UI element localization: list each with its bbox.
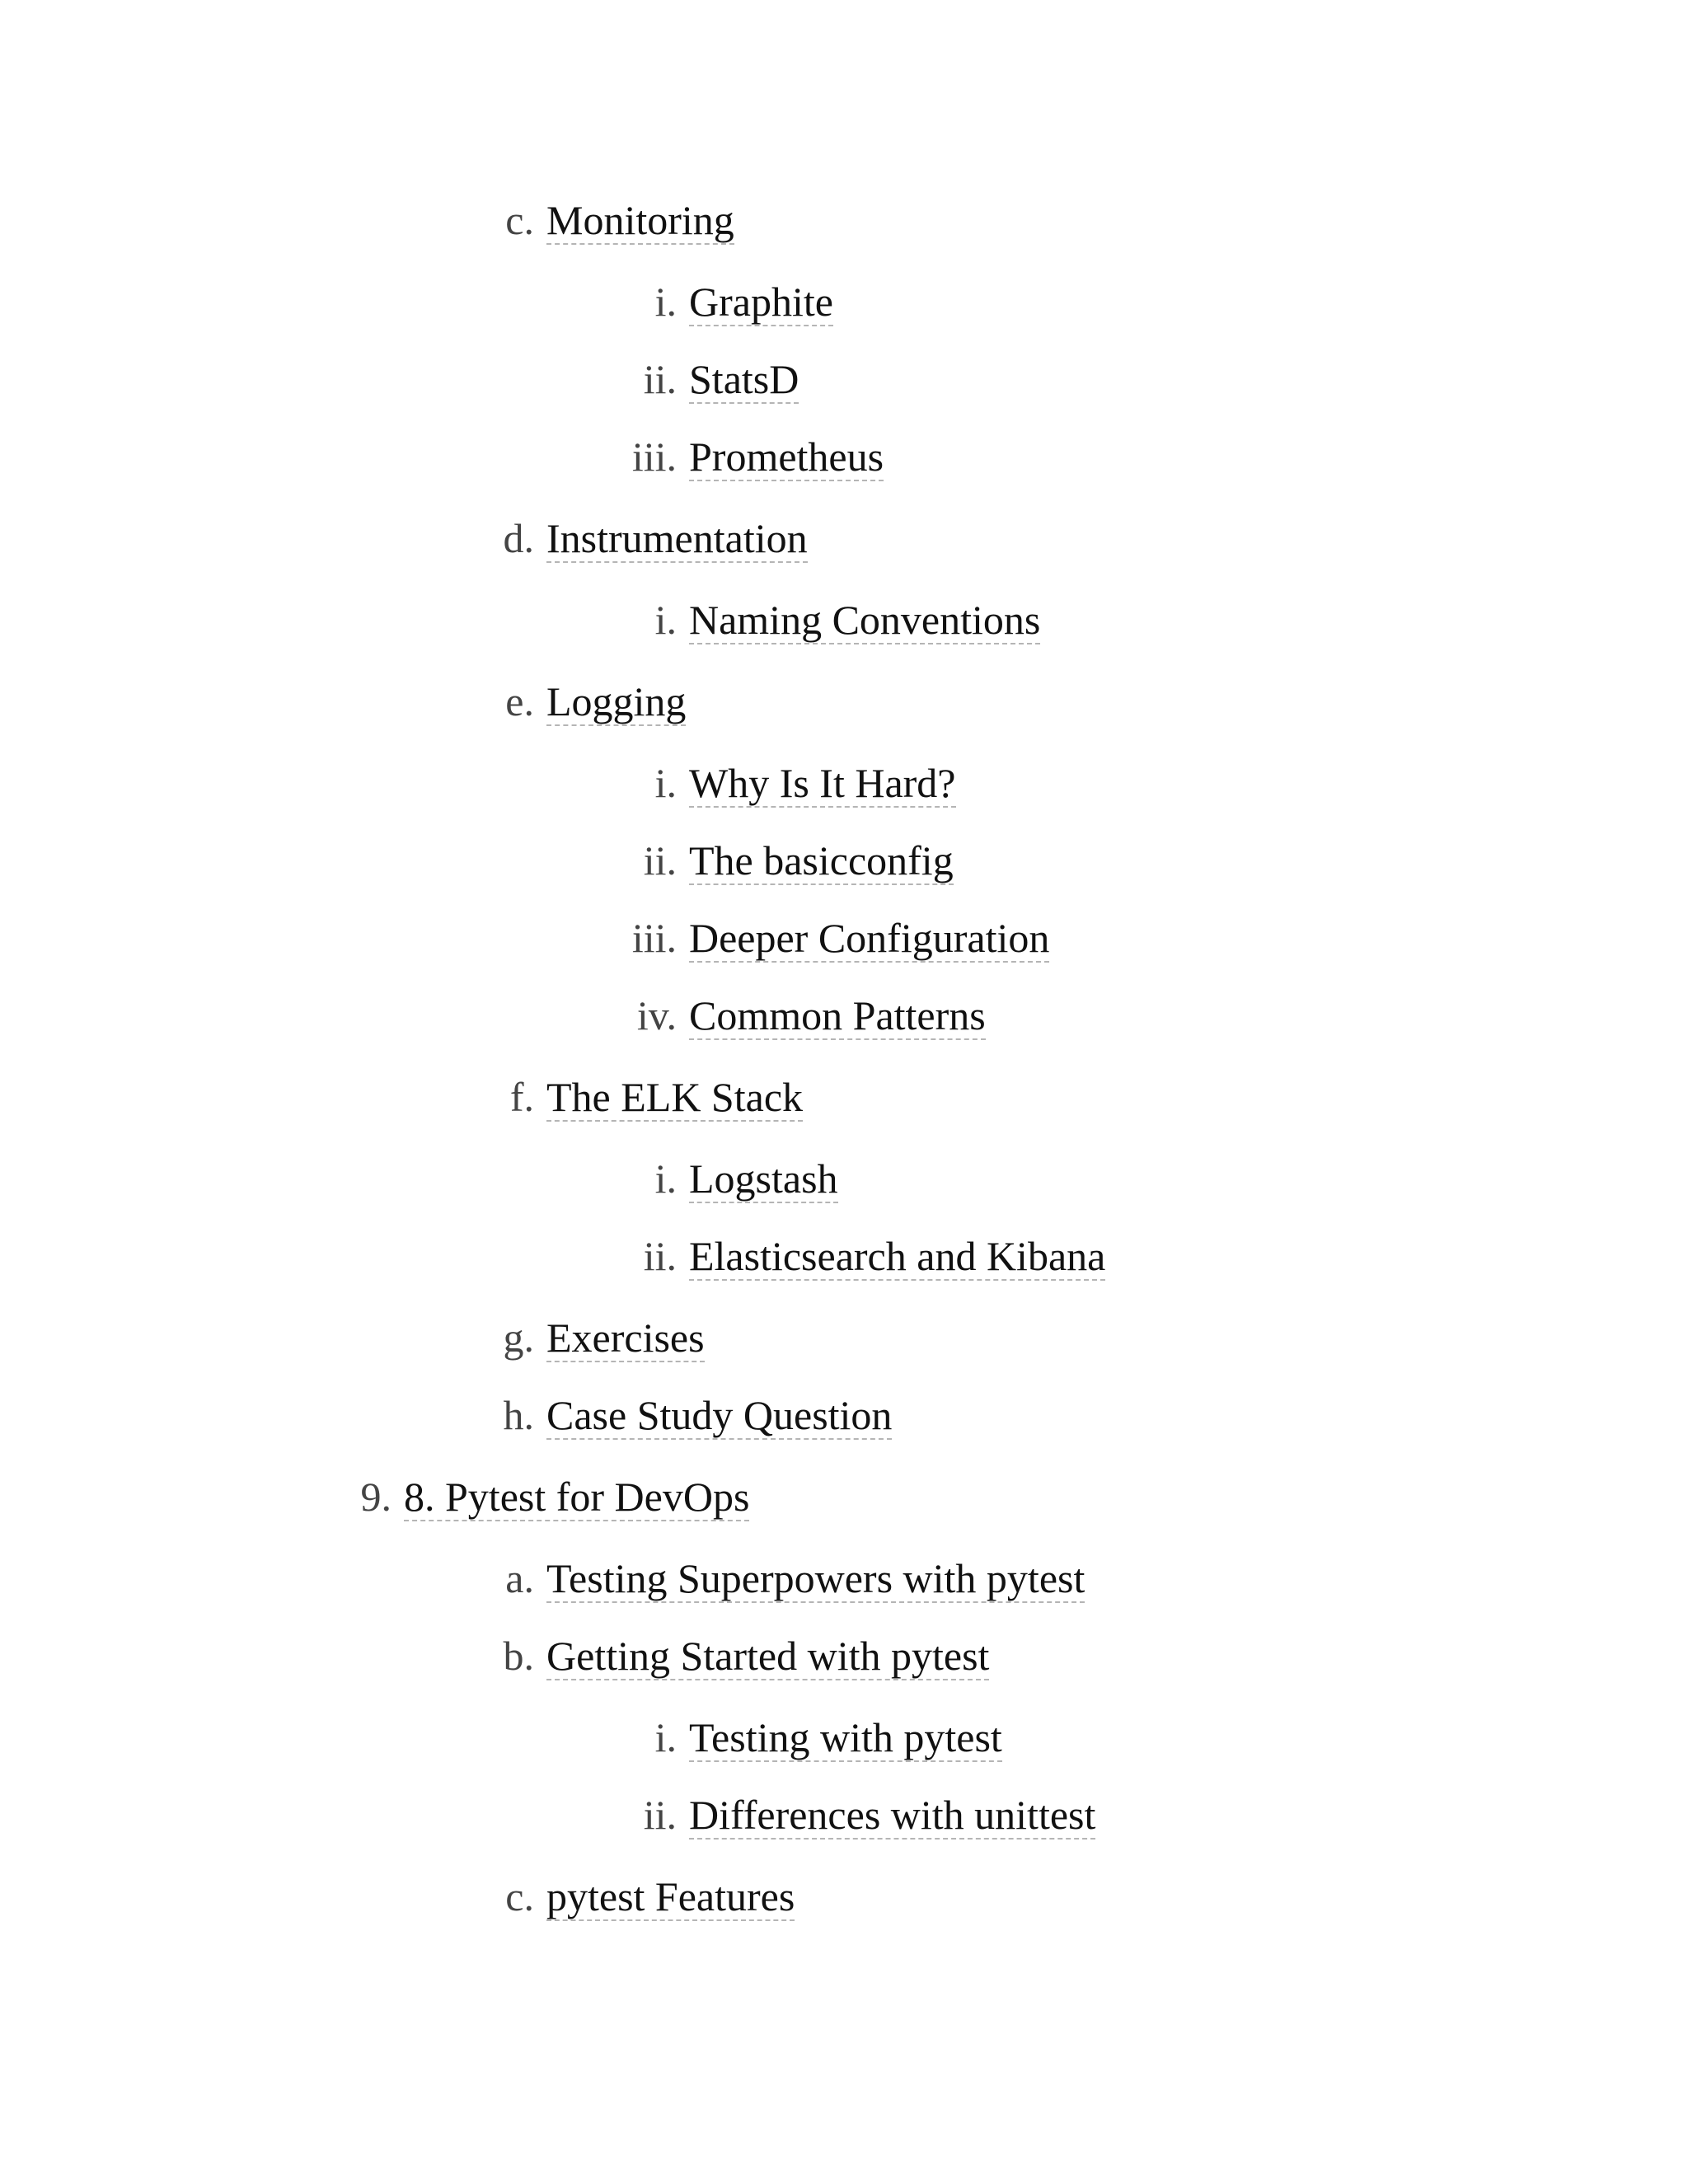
toc-link-graphite[interactable]: Graphite	[689, 279, 833, 325]
toc-link-case-study-question[interactable]: Case Study Question	[546, 1392, 893, 1438]
list-marker: c.	[505, 197, 534, 243]
list-marker: i.	[654, 597, 677, 643]
list-marker: 9.	[360, 1474, 392, 1520]
toc-entry	[509, 1072, 804, 1122]
toc-entry	[505, 1554, 1085, 1603]
list-marker: h.	[503, 1392, 534, 1438]
list-marker: a.	[505, 1555, 534, 1601]
toc-link-instrumentation[interactable]: Instrumentation	[546, 515, 808, 561]
toc-link-why-is-it-hard[interactable]: Why Is It Hard?	[689, 760, 956, 806]
toc-entry	[643, 836, 954, 885]
list-marker: i.	[654, 279, 677, 325]
list-marker: iii.	[631, 915, 677, 961]
toc-link-pytest-for-devops[interactable]: 8. Pytest for DevOps	[404, 1474, 750, 1520]
list-marker: i.	[654, 1714, 677, 1760]
list-marker: e.	[505, 678, 534, 724]
toc-entry	[643, 1790, 1096, 1840]
toc-entry	[654, 595, 1041, 644]
toc-entry	[654, 1154, 838, 1203]
toc-link-elasticsearch-kibana[interactable]: Elasticsearch and Kibana	[689, 1233, 1106, 1279]
toc-link-monitoring[interactable]: Monitoring	[546, 197, 734, 243]
list-marker: ii.	[643, 1792, 677, 1838]
toc-link-statsd[interactable]: StatsD	[689, 356, 799, 402]
toc-entry	[505, 677, 687, 726]
list-marker: b.	[503, 1633, 534, 1679]
toc-link-naming-conventions[interactable]: Naming Conventions	[689, 597, 1041, 643]
list-marker: f.	[509, 1074, 534, 1120]
toc-entry	[503, 1390, 893, 1440]
toc-link-basicconfig[interactable]: The basicconfig	[689, 837, 954, 883]
toc-link-elk-stack[interactable]: The ELK Stack	[546, 1074, 804, 1120]
toc-link-logstash[interactable]: Logstash	[689, 1155, 838, 1202]
toc-link-prometheus[interactable]: Prometheus	[689, 434, 884, 480]
toc-entry	[360, 1472, 750, 1521]
toc-link-logging[interactable]: Logging	[546, 678, 687, 724]
toc-entry	[643, 1231, 1106, 1281]
list-marker: g.	[503, 1315, 534, 1361]
toc-entry	[654, 758, 956, 808]
toc-entry	[503, 513, 808, 563]
toc-link-testing-with-pytest[interactable]: Testing with pytest	[689, 1714, 1002, 1760]
toc-entry	[636, 991, 986, 1040]
toc-entry	[505, 1872, 795, 1921]
toc-link-exercises[interactable]: Exercises	[546, 1315, 705, 1361]
toc-link-pytest-features[interactable]: pytest Features	[546, 1873, 795, 1919]
list-marker: iii.	[631, 434, 677, 480]
list-marker: ii.	[643, 837, 677, 883]
toc-entry	[643, 354, 799, 404]
toc-entry	[654, 1713, 1002, 1762]
toc-entry	[503, 1631, 990, 1680]
list-marker: i.	[654, 1155, 677, 1202]
toc-entry	[503, 1313, 705, 1362]
list-marker: ii.	[643, 356, 677, 402]
toc-link-differences-unittest[interactable]: Differences with unittest	[689, 1792, 1096, 1838]
list-marker: d.	[503, 515, 534, 561]
toc-link-common-patterns[interactable]: Common Patterns	[689, 992, 986, 1038]
toc-entry	[631, 432, 884, 481]
list-marker: iv.	[636, 992, 677, 1038]
list-marker: i.	[654, 760, 677, 806]
toc-link-getting-started[interactable]: Getting Started with pytest	[546, 1633, 990, 1679]
toc-entry	[654, 277, 833, 326]
list-marker: ii.	[643, 1233, 677, 1279]
toc-link-testing-superpowers[interactable]: Testing Superpowers with pytest	[546, 1555, 1085, 1601]
toc-entry	[631, 913, 1050, 963]
toc-link-deeper-configuration[interactable]: Deeper Configuration	[689, 915, 1050, 961]
list-marker: c.	[505, 1873, 534, 1919]
toc-entry	[505, 195, 734, 245]
